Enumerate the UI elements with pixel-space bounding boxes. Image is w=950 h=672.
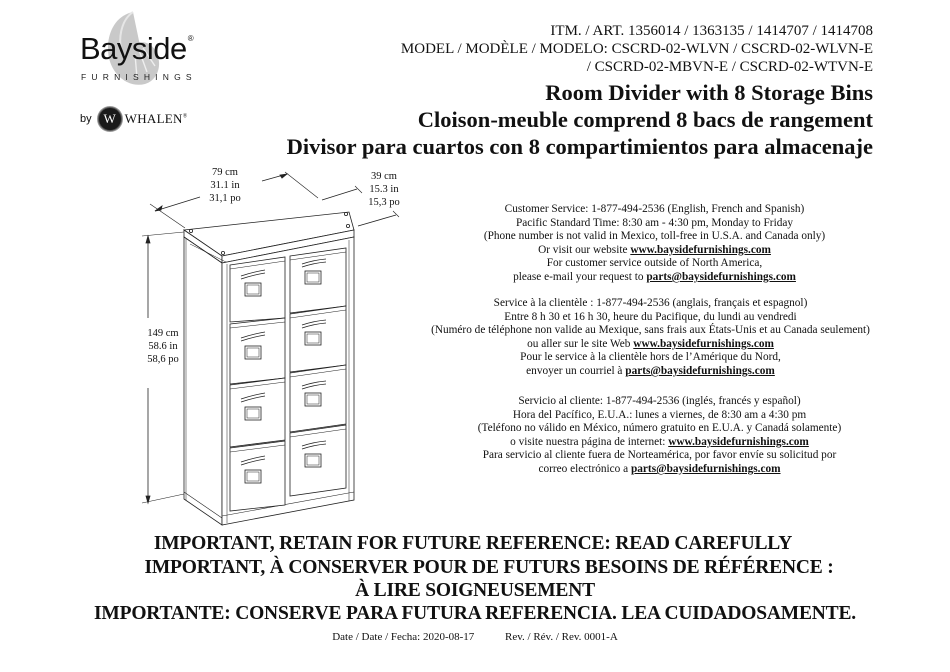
hours-line: Pacific Standard Time: 8:30 am - 4:30 pm, Monday to Friday [515,216,794,229]
email-line [392,463,927,477]
depth-po: 15,3 po [368,197,400,208]
email-prefix: correo electrónico a [538,462,631,475]
brand-name-text: Bayside [80,31,187,66]
bin-r4-c1 [230,441,285,511]
model-numbers-line-2: / CSCRD-02-MBVN-E / CSCRD-02-WTVN-E [586,59,873,75]
customer-service-french [378,297,923,379]
email-link[interactable]: parts@baysidefurnishings.com [630,462,781,475]
partner-registered-mark: ® [182,113,188,120]
title-spanish: Divisor para cuartos con 8 compartimientos para almacenaje [286,134,873,159]
email-prefix: please e-mail your request to [513,270,647,283]
document-date: Date / Date / Fecha: 2020-08-17 [332,631,475,643]
notice-spanish: IMPORTANTE: CONSERVE PARA FUTURA REFERENCIA. LEA CUIDADOSAMENTE. [94,603,856,624]
partner-name-text: WHALEN [124,111,183,126]
width-po: 31,1 po [209,193,241,204]
notice-english: IMPORTANT, RETAIN FOR FUTURE REFERENCE: READ CAREFULLY [153,533,793,554]
bin-r3-c1 [230,378,285,447]
website-prefix: o visite nuestra página de internet: [510,435,669,448]
phone-validity-note: (Teléfono no válido en México, número gratuito en E.U.A. y Canadá solamente) [477,422,842,435]
footer [0,631,950,643]
title-english: Room Divider with 8 Storage Bins [545,80,873,105]
website-prefix: ou aller sur le site Web [527,337,634,350]
customer-service-english [387,203,922,285]
cabinet-side [184,237,222,525]
bin-r1-c1 [230,257,285,322]
bin-r1-c2 [290,248,346,313]
depth-cm: 39 cm [371,171,397,182]
width-in: 31.1 in [210,180,240,191]
brand-subtitle: FURNISHINGS [81,72,197,82]
notice-french-line-1: IMPORTANT, À CONSERVER POUR DE FUTURS BESOINS DE RÉFÉRENCE : [144,557,834,578]
international-line: Pour le service à la clientèle hors de l’Amérique du Nord, [520,351,781,364]
phone-line: Service à la clientèle : 1-877-494-2536 (anglais, français et espagnol) [493,297,808,309]
email-line [378,365,923,379]
website-link[interactable]: www.baysidefurnishings.com [668,435,809,448]
notice-french-line-2: À LIRE SOIGNEUSEMENT [355,580,595,601]
hours-line: Entre 8 h 30 et 16 h 30, heure du Pacifique, du lundi au vendredi [504,310,797,323]
customer-service-spanish [392,395,927,477]
phone-validity-note: (Numéro de téléphone non valide au Mexique, sans frais aux États-Unis et au Canada seulement) [431,324,870,337]
bin-r4-c2 [290,425,346,496]
international-line: Para servicio al cliente fuera de Norteamérica, por favor envíe su solicitud por [482,449,837,462]
width-cm: 79 cm [212,167,238,178]
bin-r2-c1 [230,318,285,384]
email-link[interactable]: parts@baysidefurnishings.com [625,364,775,377]
email-line [387,271,922,285]
bin-r3-c2 [290,365,346,432]
registered-mark: ® [187,34,194,43]
depth-in: 15.3 in [369,184,399,195]
international-line: For customer service outside of North America, [546,257,763,270]
item-numbers: ITM. / ART. 1356014 / 1363135 / 1414707 / 1414708 [550,23,873,39]
width-dim-line-left [155,197,200,211]
hours-line: Hora del Pacífico, E.U.A.: lunes a viernes, de 8:30 am a 4:30 pm [512,408,807,421]
website-link[interactable]: www.baysidefurnishings.com [633,337,774,350]
height-cm: 149 cm [147,328,179,339]
email-prefix: envoyer un courriel à [526,364,626,377]
whalen-w-icon: W [98,107,122,131]
title-french: Cloison-meuble comprend 8 bacs de rangement [417,107,873,132]
height-po: 58,6 po [147,354,179,365]
phone-validity-note: (Phone number is not valid in Mexico, toll-free in U.S.A. and Canada only) [483,230,826,243]
bin-r2-c2 [290,306,346,372]
website-link[interactable]: www.baysidefurnishings.com [630,243,771,256]
height-in: 58.6 in [148,341,178,352]
by-label: by [80,113,92,125]
document-revision: Rev. / Rév. / Rev. 0001-A [505,631,618,643]
website-prefix: Or visit our website [538,243,631,256]
website-line [387,244,922,258]
phone-line: Servicio al cliente: 1-877-494-2536 (inglés, francés y español) [518,395,801,407]
email-link[interactable]: parts@baysidefurnishings.com [646,270,796,283]
phone-line: Customer Service: 1-877-494-2536 (English, French and Spanish) [504,203,805,215]
website-line [378,338,923,352]
website-line [392,436,927,450]
model-numbers-line-1: MODEL / MODÈLE / MODELO: CSCRD-02-WLVN / CSCRD-02-WLVN-E [400,41,873,57]
